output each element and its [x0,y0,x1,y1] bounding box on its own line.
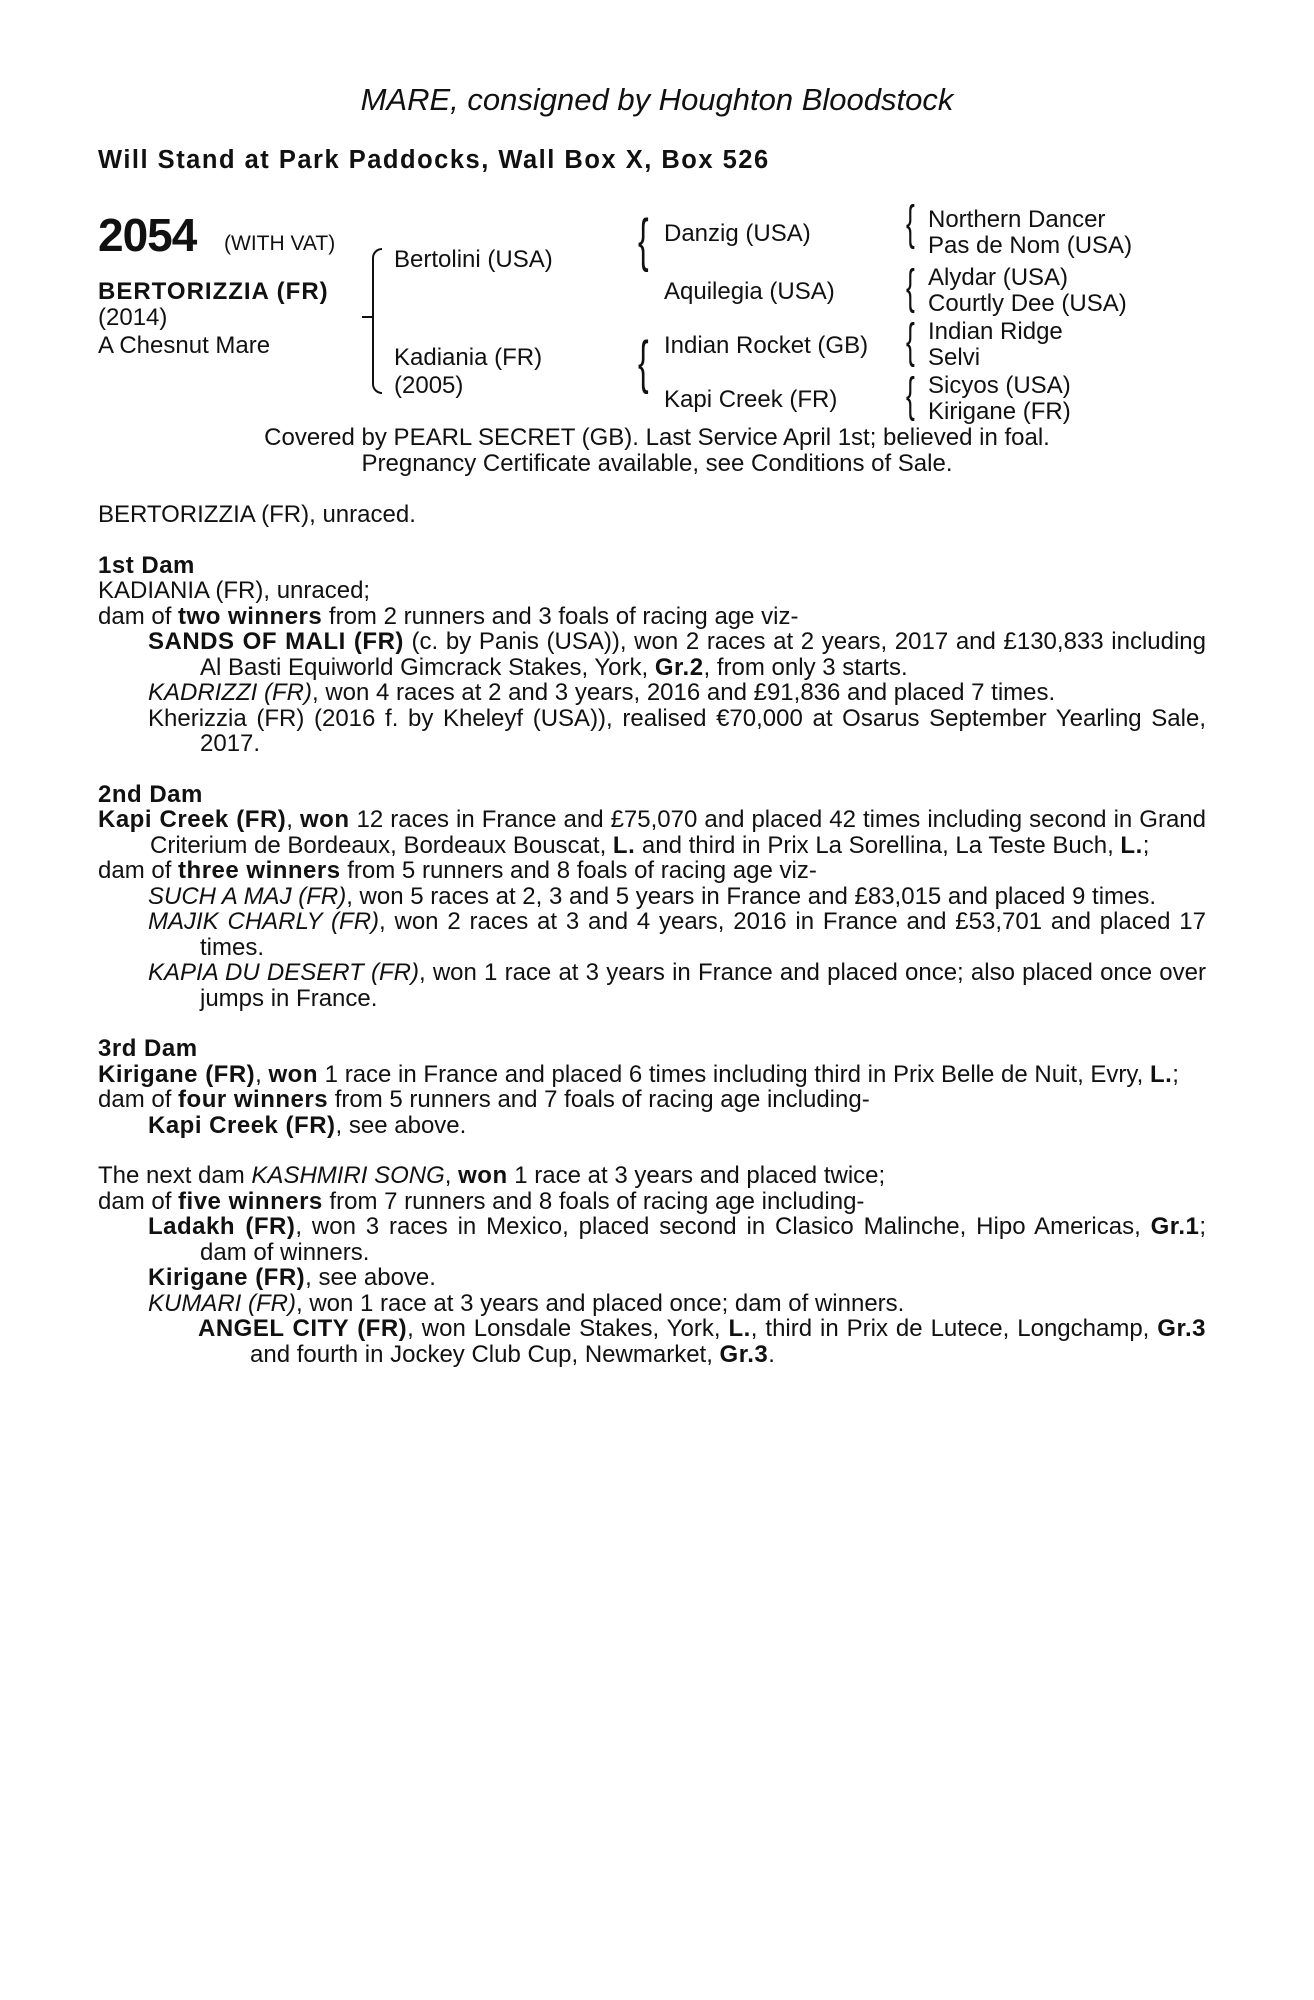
dam3-heading: 3rd Dam [98,1035,198,1062]
nextdam-offspring-1: Ladakh (FR), won 3 races in Mexico, placed second in Clasico Malinche, Hipo Americas, Gr.1; dam of winners. [148,1213,1207,1266]
pedigree-dam-dam: Kapi Creek (FR) [664,386,838,413]
dam2-offspring-3: KAPIA DU DESERT (FR), won 1 race at 3 years in France and placed once; also placed once over jumps in France. [148,959,1206,1012]
pedigree-brace-ggp-3: { [906,315,915,368]
catalogue-body [98,502,1206,1367]
dam1-line: KADIANIA (FR), unraced; [98,577,371,604]
nextdam-offspring-2: Kirigane (FR), see above. [148,1264,436,1291]
dam2-dam-of: dam of three winners from 5 runners and 8 foals of racing age viz- [98,857,817,884]
horse-name: BERTORIZZIA (FR) [98,278,329,305]
nextdam-dam-of: dam of five winners from 7 runners and 8 foals of racing age including- [98,1187,865,1215]
dam2-offspring-2: MAJIK CHARLY (FR), won 2 races at 3 and 4 years, 2016 in France and £53,701 and placed 17 times. [148,908,1206,961]
dam3-dam-of: dam of four winners from 5 runners and 7 foals of racing age including- [98,1086,870,1113]
pedigree-sire: Bertolini (USA) [394,246,553,273]
pedigree-brace-ggp-2: { [906,261,915,314]
pedigree-dam-sire: Indian Rocket (GB) [664,332,869,359]
horse-description: A Chesnut Mare [98,332,271,359]
page-title: MARE, consigned by Houghton Bloodstock [360,82,954,117]
unraced-line: BERTORIZZIA (FR), unraced. [98,501,416,528]
lot-number: 2054 [98,209,197,261]
covered-line: Covered by PEARL SECRET (GB). Last Service April 1st; believed in foal. [264,424,1050,451]
horse-year: (2014) [98,304,168,331]
dam2-offspring-1: SUCH A MAJ (FR), won 5 races at 2, 3 and 5 years in France and £83,015 and placed 9 times. [148,882,1157,910]
dam2-record: Kapi Creek (FR), won 12 races in France and £75,070 and placed 42 times including second in Grand Criterium de Bordeaux, Bordeaux Bouscat, L. and third in Prix La Sorellina, La Teste Buch, L.; [98,806,1206,859]
stand-location: Will Stand at Park Paddocks, Wall Box X, Box 526 [98,146,770,174]
dam3-offspring-1: Kapi Creek (FR), see above. [148,1111,467,1139]
pedigree-brace-main [372,248,382,394]
dam1-dam-of: dam of two winners from 2 runners and 3 foals of racing age viz- [98,602,799,630]
dam1-heading: 1st Dam [98,551,195,579]
pregnancy-line: Pregnancy Certificate available, see Conditions of Sale. [361,450,953,477]
pedigree-ggp-8: Kirigane (FR) [928,398,1071,425]
nextdam-record: The next dam KASHMIRI SONG, won 1 race at 3 years and placed twice; [98,1162,886,1189]
dam3-record: Kirigane (FR), won 1 race in France and placed 6 times including third in Prix Belle de Nuit, Evry, L.; [98,1060,1179,1088]
pedigree-sire-sire: Danzig (USA) [664,220,811,247]
pedigree-brace-ggp-4: { [906,369,915,422]
dam2-heading: 2nd Dam [98,780,203,808]
pedigree-ggp-3: Alydar (USA) [928,264,1069,291]
nextdam-offspring-3: KUMARI (FR), won 1 race at 3 years and placed once; dam of winners. [148,1289,905,1317]
nextdam-offspring-4: ANGEL CITY (FR), won Lonsdale Stakes, York, L., third in Prix de Lutece, Longchamp, Gr.3 and fourth in Jockey Club Cup, Newmarket, Gr.3. [198,1315,1206,1368]
dam1-offspring-2: KADRIZZI (FR), won 4 races at 2 and 3 years, 2016 and £91,836 and placed 7 times. [148,679,1056,706]
dam1-offspring-1: SANDS OF MALI (FR) (c. by Panis (USA)), won 2 races at 2 years, 2017 and £130,833 including Al Basti Equiworld Gimcrack Stakes, York, Gr.2, from only 3 starts. [148,628,1206,681]
pedigree-ggp-2: Pas de Nom (USA) [928,232,1133,259]
pedigree-ggp-5: Indian Ridge [928,318,1063,345]
dam1-offspring-3: Kherizzia (FR) (2016 f. by Kheleyf (USA)), realised €70,000 at Osarus September Yearling Sale, 2017. [148,704,1206,757]
pedigree-dam: Kadiania (FR) [394,344,543,371]
pedigree-ggp-1: Northern Dancer [928,206,1106,233]
pedigree-ggp-7: Sicyos (USA) [928,372,1071,399]
pedigree-ggp-6: Selvi [928,344,981,371]
pedigree-dam-year: (2005) [394,372,464,399]
pedigree-brace-dam: { [638,330,649,395]
pedigree-ggp-4: Courtly Dee (USA) [928,290,1127,317]
vat-label: (WITH VAT) [224,232,336,255]
pedigree-brace-ggp-1: { [906,197,915,250]
pedigree-brace-point [362,316,374,318]
pedigree-sire-dam: Aquilegia (USA) [664,278,835,305]
pedigree-brace-sire: { [638,208,649,273]
